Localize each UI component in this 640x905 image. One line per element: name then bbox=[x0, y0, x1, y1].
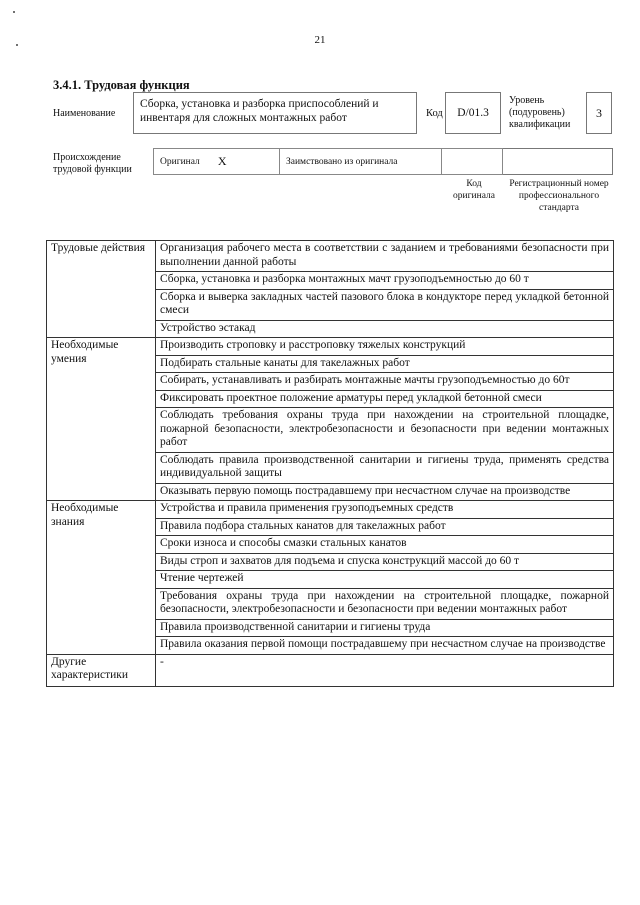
code-value: D/01.3 bbox=[445, 92, 501, 134]
table-cell: Правила подбора стальных канатов для такелажных работ bbox=[156, 518, 614, 536]
name-label: Наименование bbox=[53, 108, 116, 119]
table-cell: Сборка, установка и разборка монтажных мачт грузоподъемностью до 60 т bbox=[156, 272, 614, 290]
code-original-cell bbox=[442, 149, 502, 174]
table-cell: Соблюдать требования охраны труда при нахождении на строительной площадке, пожарной безопасности, электробезопасности и безопасности при ведении монтажных работ bbox=[156, 408, 614, 453]
original-cell bbox=[154, 149, 280, 174]
level-value: 3 bbox=[586, 92, 612, 134]
table-row bbox=[47, 338, 614, 356]
section-name: Трудовая функция bbox=[84, 78, 190, 92]
category-cell: Необходимые знания bbox=[47, 501, 156, 655]
level-label: Уровень (подуровень) квалификации bbox=[509, 95, 571, 130]
table-cell: Организация рабочего места в соответствии с заданием и требованиями безопасности при выполнении данной работы bbox=[156, 241, 614, 272]
table-cell: Сроки износа и способы смазки стальных канатов bbox=[156, 536, 614, 554]
code-original-caption: Код оригинала bbox=[453, 179, 495, 201]
category-cell: Другие характеристики bbox=[47, 654, 156, 686]
table-cell: Правила производственной санитарии и гигиены труда bbox=[156, 619, 614, 637]
table-cell: Чтение чертежей bbox=[156, 571, 614, 589]
table-cell: Собирать, устанавливать и разбирать монтажные мачты грузоподъемностью до 60т bbox=[156, 373, 614, 391]
reg-number-cell bbox=[503, 148, 613, 175]
page-number: 21 bbox=[314, 34, 326, 46]
original-label: Оригинал bbox=[160, 156, 200, 167]
table-row bbox=[47, 241, 614, 272]
table-cell: Виды строп и захватов для подъема и спуска конструкций массой до 60 т bbox=[156, 553, 614, 571]
table-cell: Фиксировать проектное положение арматуры перед укладкой бетонной смеси bbox=[156, 390, 614, 408]
table-cell: Устройства и правила применения грузоподъемных средств bbox=[156, 501, 614, 519]
code-label: Код bbox=[426, 108, 443, 119]
category-cell: Трудовые действия bbox=[47, 241, 156, 338]
original-mark: X bbox=[217, 154, 227, 168]
table-cell: Правила оказания первой помощи пострадавшему при несчастном случае на производстве bbox=[156, 637, 614, 655]
table-cell: Требования охраны труда при нахождении на строительной площадке, пожарной безопасности, электробезопасности и безопасности при ведении монтажных работ bbox=[156, 588, 614, 619]
table-cell: Оказывать первую помощь пострадавшему при несчастном случае на производстве bbox=[156, 483, 614, 501]
table-cell: Устройство эстакад bbox=[156, 320, 614, 338]
table-cell: Соблюдать правила производственной санитарии и гигиены труда, применять средства индивидуальной защиты bbox=[156, 452, 614, 483]
table-cell: Сборка и выверка закладных частей пазового блока в кондукторе перед укладкой бетонной смеси bbox=[156, 289, 614, 320]
function-details-table bbox=[46, 240, 614, 687]
origin-row bbox=[153, 148, 503, 175]
table-cell: - bbox=[156, 654, 614, 686]
reg-number-caption: Регистрационный номер профессионального стандарта bbox=[509, 179, 609, 213]
section-title bbox=[53, 78, 190, 93]
table-row bbox=[47, 654, 614, 686]
function-name-box: Сборка, установка и разборка приспособлений и инвентаря для сложных монтажных работ bbox=[133, 92, 417, 134]
scan-speck bbox=[13, 11, 15, 13]
category-cell: Необходимые умения bbox=[47, 338, 156, 501]
borrowed-cell: Заимствовано из оригинала bbox=[280, 149, 442, 174]
table-row bbox=[47, 501, 614, 519]
origin-label: Происхождение трудовой функции bbox=[53, 152, 132, 175]
table-cell: Производить строповку и расстроповку тяжелых конструкций bbox=[156, 338, 614, 356]
scan-speck bbox=[16, 44, 18, 46]
section-number: 3.4.1. bbox=[53, 78, 82, 92]
table-cell: Подбирать стальные канаты для такелажных работ bbox=[156, 355, 614, 373]
